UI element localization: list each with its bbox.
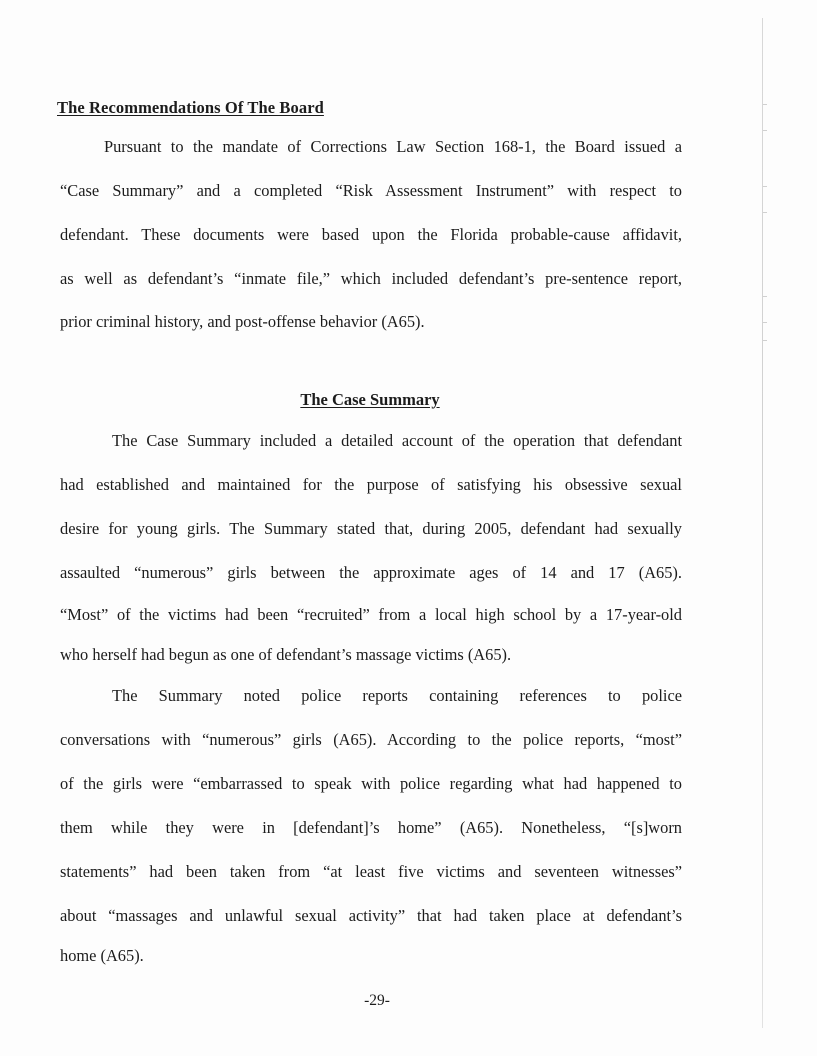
paragraph-line: defendant. These documents were based upon the Florida probable-cause affidavit, <box>60 225 682 244</box>
paragraph-line: “Case Summary” and a completed “Risk Assessment Instrument” with respect to <box>60 181 682 200</box>
paragraph-line: “Most” of the victims had been “recruited” from a local high school by a 17-year-old <box>60 605 682 624</box>
paragraph-line: had established and maintained for the purpose of satisfying his obsessive sexual <box>60 475 682 494</box>
scan-edge-mark <box>763 212 767 213</box>
section-heading: The Recommendations Of The Board <box>57 98 324 117</box>
scan-edge-mark <box>763 322 767 323</box>
paragraph-line: conversations with “numerous” girls (A65). According to the police reports, “most” <box>60 730 682 749</box>
paragraph-line: home (A65). <box>60 946 144 965</box>
scan-edge-mark <box>763 130 767 131</box>
scan-edge-mark <box>763 340 767 341</box>
paragraph-line: desire for young girls. The Summary stated that, during 2005, defendant had sexually <box>60 519 682 538</box>
paragraph-line: The Case Summary included a detailed account of the operation that defendant <box>112 431 682 450</box>
paragraph-line: about “massages and unlawful sexual activity” that had taken place at defendant’s <box>60 906 682 925</box>
paragraph-line: as well as defendant’s “inmate file,” which included defendant’s pre-sentence report, <box>60 269 682 288</box>
paragraph-line: of the girls were “embarrassed to speak with police regarding what had happened to <box>60 774 682 793</box>
paragraph-line: Pursuant to the mandate of Corrections Law Section 168-1, the Board issued a <box>104 137 682 156</box>
scan-edge-mark <box>763 186 767 187</box>
paragraph-line: who herself had begun as one of defendant’s massage victims (A65). <box>60 645 512 664</box>
scan-edge-mark <box>763 104 767 105</box>
scan-edge-mark <box>763 296 767 297</box>
scan-edge-line <box>762 18 763 1028</box>
page-number: -29- <box>364 992 390 1009</box>
paragraph-line: assaulted “numerous” girls between the approximate ages of 14 and 17 (A65). <box>60 563 682 582</box>
paragraph-line: prior criminal history, and post-offense behavior (A65). <box>60 312 425 331</box>
paragraph-line: statements” had been taken from “at least five victims and seventeen witnesses” <box>60 862 682 881</box>
paragraph-line: them while they were in [defendant]’s home” (A65). Nonetheless, “[s]worn <box>60 818 682 837</box>
paragraph-line: The Summary noted police reports containing references to police <box>112 686 682 705</box>
case-summary-heading: The Case Summary <box>300 390 440 409</box>
